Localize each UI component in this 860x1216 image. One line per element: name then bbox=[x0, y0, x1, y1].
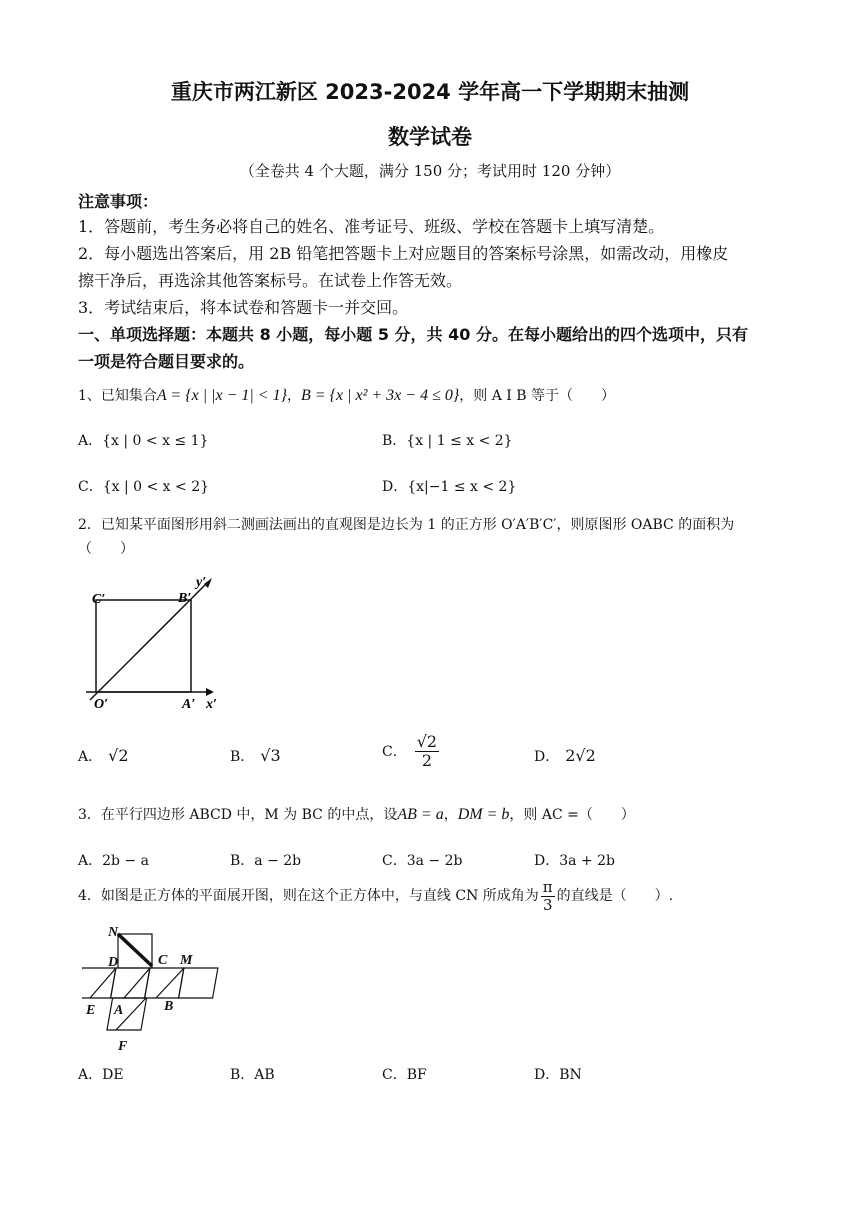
question-3-stem: 3．在平行四边形 ABCD 中，M 为 BC 的中点，设AB = a，DM = b，则 AC =（ ） bbox=[78, 806, 635, 823]
label-a: A bbox=[114, 1003, 124, 1018]
q2-option-d-value: 2√2 bbox=[565, 746, 596, 765]
q1-suffix: ，则 A I B 等于（ ） bbox=[459, 388, 615, 404]
q2-oblique-square-figure bbox=[80, 572, 230, 712]
q4-cube-net-figure bbox=[82, 922, 242, 1062]
label-m: M bbox=[180, 953, 193, 968]
label-c: C bbox=[158, 953, 168, 968]
q4-angle-numerator: π bbox=[542, 878, 553, 896]
note-item-2-cont: 擦干净后，再选涂其他答案标号。在试卷上作答无效。 bbox=[78, 271, 463, 290]
q3-option-a: A．2b − a bbox=[78, 853, 149, 869]
q4-angle-denominator: 3 bbox=[542, 895, 553, 914]
q2-option-c-label: C． bbox=[382, 744, 407, 761]
q2-option-b-label: B． bbox=[230, 749, 255, 765]
q4-option-d: D．BN bbox=[534, 1067, 582, 1083]
q1-set-b: B = {x | x² + 3x − 4 ≤ 0} bbox=[301, 387, 460, 404]
label-b: B bbox=[164, 999, 174, 1014]
q2-option-b bbox=[230, 746, 281, 766]
label-f: F bbox=[118, 1039, 128, 1054]
q3-option-b: B．a − 2b bbox=[230, 853, 302, 869]
section-heading-line2: 一项是符合题目要求的。 bbox=[78, 352, 255, 371]
note-item-1: 1．答题前，考生务必将自己的姓名、准考证号、班级、学校在答题卡上填写清楚。 bbox=[78, 217, 665, 236]
page-title: 重庆市两江新区 2023-2024 学年高一下学期期末抽测 bbox=[170, 80, 690, 104]
q3-prefix: 3．在平行四边形 ABCD 中，M 为 BC 的中点，设 bbox=[78, 807, 398, 823]
label-y-prime: y′ bbox=[196, 575, 207, 590]
q3-rel-ab: AB = a bbox=[397, 806, 444, 823]
q3-option-c: C．3a − 2b bbox=[382, 853, 463, 869]
q3-suffix: ，则 AC =（ ） bbox=[509, 807, 635, 823]
question-4-stem bbox=[78, 879, 673, 913]
q4-suffix: 的直线是（ ）. bbox=[556, 888, 674, 904]
label-a-prime: A′ bbox=[182, 697, 196, 712]
notes-heading: 注意事项： bbox=[78, 192, 159, 211]
label-b-prime: B′ bbox=[178, 591, 192, 606]
q1-prefix: 1、已知集合 bbox=[78, 388, 157, 404]
label-x-prime: x′ bbox=[206, 697, 217, 712]
section-heading-line1: 一、单项选择题：本题共 8 小题，每小题 5 分，共 40 分。在每小题给出的四个选项中，只有 bbox=[78, 325, 748, 344]
q3-option-d: D．3a + 2b bbox=[534, 853, 615, 869]
q3-rel-dm: DM = b bbox=[457, 806, 510, 823]
q1-sep: ， bbox=[287, 388, 301, 404]
q1-set-a: A = {x | |x − 1| < 1} bbox=[156, 387, 287, 404]
q4-option-a: A．DE bbox=[78, 1067, 124, 1083]
note-item-3: 3．考试结束后，将本试卷和答题卡一并交回。 bbox=[78, 298, 409, 317]
q1-option-d: D．{x|−1 ≤ x < 2} bbox=[382, 479, 517, 495]
label-o-prime: O′ bbox=[94, 697, 109, 712]
q1-option-a: A．{x | 0 < x ≤ 1} bbox=[78, 433, 209, 449]
q4-option-c: C．BF bbox=[382, 1067, 427, 1083]
q2-option-a bbox=[78, 746, 129, 766]
q1-option-c: C．{x | 0 < x < 2} bbox=[78, 479, 210, 495]
q2-option-c-denominator: 2 bbox=[421, 750, 432, 770]
question-1-stem bbox=[78, 385, 615, 405]
q2-option-c bbox=[382, 733, 439, 769]
q2-option-d-label: D． bbox=[534, 749, 560, 765]
q2-option-a-label: A． bbox=[78, 749, 103, 765]
q2-option-d bbox=[534, 746, 596, 766]
label-e: E bbox=[86, 1003, 96, 1018]
note-item-2: 2．每小题选出答案后，用 2B 铅笔把答题卡上对应题目的答案标号涂黑，如需改动，用橡皮 bbox=[78, 244, 729, 263]
q2-option-b-value: √3 bbox=[260, 746, 281, 765]
q1-option-b: B．{x | 1 ≤ x < 2} bbox=[382, 433, 513, 449]
label-d: D bbox=[108, 955, 119, 970]
question-2-stem: 2．已知某平面图形用斜二测画法画出的直观图是边长为 1 的正方形 O′A′B′C′，则原图形 OABC 的面积为 bbox=[78, 517, 735, 533]
page-subtitle: 数学试卷 bbox=[388, 125, 472, 149]
q2-option-a-value: √2 bbox=[108, 746, 129, 765]
q4-option-b: B．AB bbox=[230, 1067, 275, 1083]
label-c-prime: C′ bbox=[92, 592, 106, 607]
q2-option-c-numerator: √2 bbox=[416, 732, 438, 751]
exam-info: （全卷共 4 个大题，满分 150 分；考试用时 120 分钟） bbox=[239, 162, 621, 180]
q2-paren: （ ） bbox=[78, 541, 134, 557]
q4-prefix: 4．如图是正方体的平面展开图，则在这个正方体中，与直线 CN 所成角为 bbox=[78, 888, 539, 904]
label-n: N bbox=[108, 925, 119, 940]
